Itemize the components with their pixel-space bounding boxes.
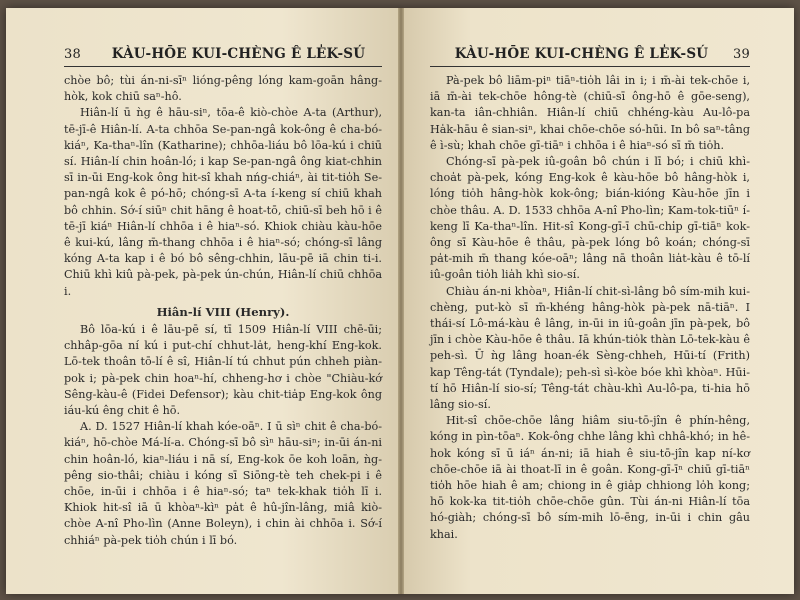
paragraph: Hit-sî chōe-chōe lâng hiâm siu-tō-jîn ê phín-hêng, kóng in pìn-tōaⁿ. Kok-ông chhe lâng khì chhâ-khó; in hê-hok kóng sī ū iáⁿ án-ni; iā hiah ê siu-tō-jîn kap ní-kơ chōe-chōe iā ài thoat-lī in ê goân. Kong-gī-īⁿ chiū gī-tiāⁿ tio̍h hōe hiah ê am; chiong in ê gia̍p chhiong lo̍h kong; hō kok-ka tit-tio̍h chōe-chōe gûn. Tùi án-ni Hiân-lí tōa hó-giàh; chóng-sī bô sím-mih lō-ēng, in-ūi i chin gâu khai. bbox=[430, 414, 750, 541]
paragraph: A. D. 1527 Hiân-lí khah kóe-oāⁿ. I ū sìⁿ chit ê cha-bó-kiáⁿ, hō-chòe Má-lí-a. Chóng-sī bô sìⁿ hāu-siⁿ; in-ūi án-ni chin hoân-ló, kiaⁿ-liáu i nā sí, Eng-kok ōe koh loān, ǹg-pêng sio-thâi; chiàu i kóng sī Siōng-tè teh chek-pi i ê chōe, in-ūi i chhōa i ê hiaⁿ-só; taⁿ tek-khak tio̍h lī i. Khiok hit-sî iā ū khòaⁿ-kìⁿ pa̍t ê hû-jîn-lâng, miâ kiò-chòe A-nî Pho-lìn (Anne Boleyn), i chin ài chhōa i. Sớ-í chhiáⁿ pà-pek tio̍h chún i lī bó. bbox=[64, 420, 382, 547]
right-running-title: KÀU-HŌE KUI-CHÈNG Ê LE̍K-SÚ bbox=[454, 46, 709, 62]
paragraph: Pà-pek bô liām-piⁿ tiāⁿ-tio̍h lâi in i; i m̄-ài tek-chōe i, iā m̄-ài tek-chōe hông-tè (chiū-sī ông-hō ê gōe-seng), kan-ta iân-chhiân. Hiân-lí chiū chhéng-kàu Au-lô-pa Ha̍k-hāu ê sian-siⁿ, khai chōe-chōe só-hūi. In bô saⁿ-tâng ê ì-sù; khah chōe gī-tiāⁿ i chhōa i ê hiaⁿ-só sī m̄ tio̍h. bbox=[430, 74, 750, 152]
section-heading: Hiân-lí VIII (Henry). bbox=[156, 304, 290, 319]
right-page bbox=[400, 8, 794, 594]
right-page-text bbox=[430, 73, 750, 543]
left-page-text bbox=[64, 73, 382, 549]
paragraph: chòe bô; tùi án-ni-sīⁿ lióng-pêng lóng kam-goān hâng-hòk, kok chiū saⁿ-hô. bbox=[64, 74, 382, 104]
left-page bbox=[6, 8, 400, 594]
paragraph: Chóng-sī pà-pek iû-goân bô chún i lī bó; i chiū khì-choa̍t pà-pek, kóng Eng-kok ê kàu-hōe bô hâng-hòk i, lóng tio̍h hâng-hòk kok-ông; bián-kióng Kàu-hōe jīn i chòe thâu. A. D. 1533 chhōa A-nî Pho-lìn; Kam-tok-tiūⁿ í-keng lī Ka-thaⁿ-lîn. Hit-sî Kong-gī-ī chū-chi̍p gī-tiāⁿ kok-ông sī Kàu-hōe ê thâu, pà-pek lóng bô koán; chóng-sī pa̍t-mih m̄ thang kóe-oāⁿ; lâng nā thoân lia̍t-kàu ê tō-lí iû-goân tio̍h lia̍h khì sio-sí. bbox=[430, 155, 750, 282]
book-spread bbox=[6, 8, 794, 594]
paragraph: Bô lōa-kú i ê lāu-pē sí, tī 1509 Hiân-lí VIII chē-ūi; chhâp-gōa ní kú i put-chí chhut-la̍t, heng-khí Eng-kok. Lō-tek thoân tō-lí ê sî, Hiân-lí tú chhut pún chheh piàn-pok i; pà-pek chin hoaⁿ-hí, chheng-hơ i chòe "Chiàu-kớ Sêng-kàu-ê (Fidei Defensor); kàu chit-tia̍p Eng-kok ông iáu-kú êng chit ê hō. bbox=[64, 323, 382, 418]
left-running-title: KÀU-HŌE KUI-CHÈNG Ê LE̍K-SÚ bbox=[111, 46, 366, 62]
left-running-head bbox=[64, 46, 382, 67]
paragraph: Chiàu án-ni khòaⁿ, Hiân-lí chit-sì-lâng bô sím-mih kui-chèng, put-kò sī m̄-khéng hâng-hòk pà-pek nā-tiāⁿ. I thái-sí Lô-má-kàu ê lâng, in-ūi in iû-goân jīn pà-pek, bô jīn i chòe Kàu-hōe ê thâu. Iā khún-tio̍k thàn Lō-tek-kàu ê peh-sì. Ū ǹg lâng hoan-ék Sèng-chheh, Hūi-tí (Frith) kap Têng-tát (Tyndale); peh-sì sì-kòe bóe khì khòaⁿ. Hūi-tí hō Hiân-lí sio-sí; Têng-tát chàu-khì Au-lô-pa, ti-hia hō lâng sio-sí. bbox=[430, 284, 750, 412]
right-page-number: 39 bbox=[733, 47, 750, 62]
paragraph: Hiân-lí ū ǹg ê hāu-siⁿ, tōa-ê kiò-chòe A-ta (Arthur), tē-jī-ê Hiân-lí. A-ta chhōa Se-pan-ngâ kok-ông ê cha-bó-kiáⁿ, Ka-thaⁿ-lîn (Katharine); chhōa-liáu bô lōa-kú i chiū sí. Hiân-lí chin hoân-ló; i kap Se-pan-ngâ ông kiat-chhin sī in-ūi Eng-kok ông hit-sî khah nńg-chiáⁿ, ài tit-tio̍h Se-pan-ngâ kok ê pó-hō; chóng-sī A-ta í-keng sí chiū khah bô chhin. Sớ-í siūⁿ chit hāng ê hoat-tō, chiū-sī beh hō i ê tē-jī kiáⁿ Hiân-lí chhōa i ê hiaⁿ-só. Khiok chiàu kàu-hōe ê kui-kú, lâng m̄-thang chhōa i ê hiaⁿ-só; chóng-sī lâng kóng A-ta kap i ê bó bô sêng-chhin, lāu-pē iā chin ti-i. Chiū khì kiû pà-pek, pà-pek ún-chún, Hiân-lí chiū chhōa i. bbox=[64, 106, 382, 298]
left-page-number: 38 bbox=[64, 47, 81, 62]
book-gutter bbox=[398, 8, 404, 594]
right-running-head bbox=[430, 46, 750, 67]
